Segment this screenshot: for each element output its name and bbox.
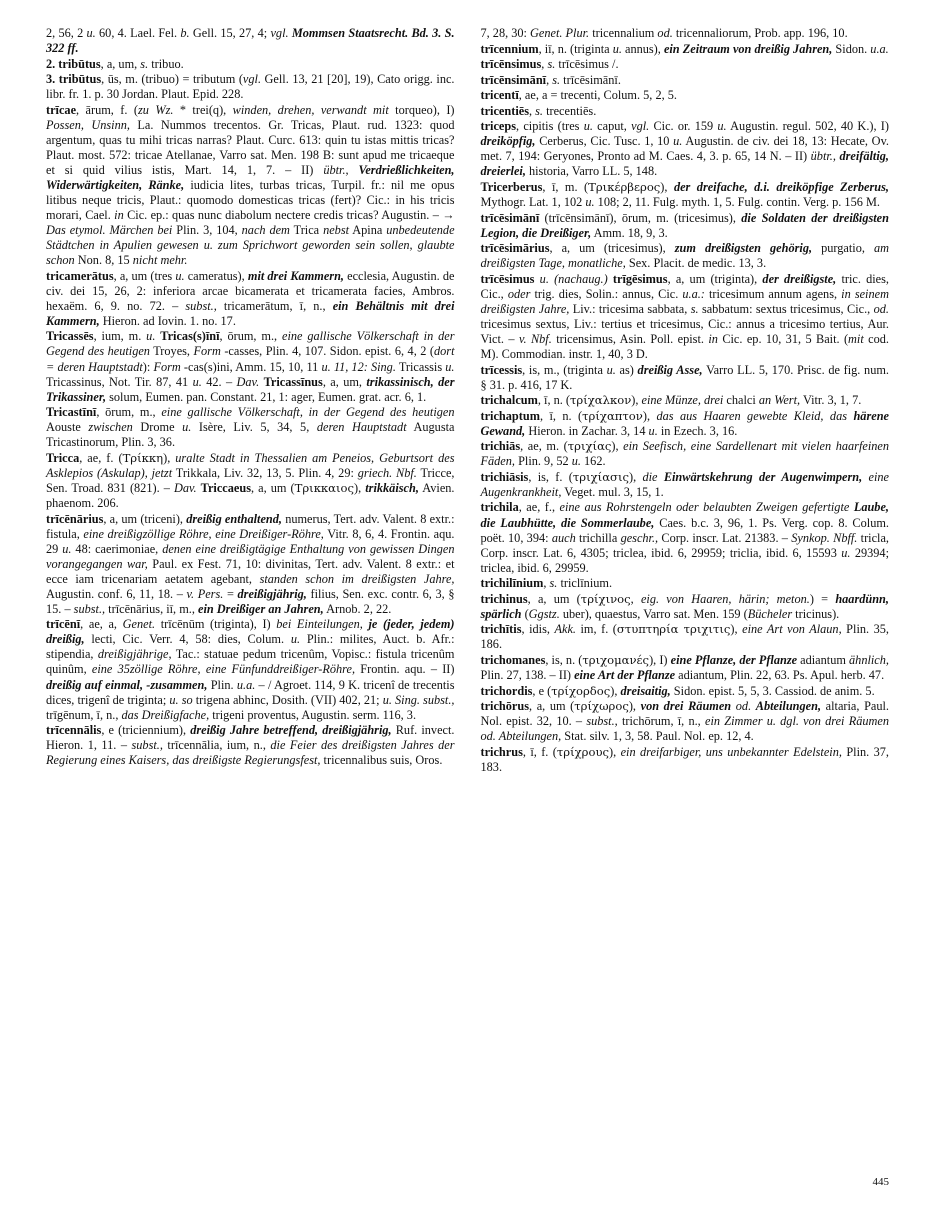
- dictionary-entry: Tricassēs, ium, m. u. Tricas(s)īnī, ōrum, m., eine gallische Völkerschaft in der Gegend des heutigen Troyes, Form -casses, Plin. 4, 107. Sidon. epist. 6, 4, 2 (dort = deren Hauptstadt): Form -cas(s)ini, Amm. 15, 10, 11 u. 11, 12: Sing. Tricassis u. Tricassinus, Not. Tir. 87, 41 u. 42. – Dav. Tricassīnus, a, um, trikassinisch, der Trikassiner, solum, Eumen. pan. Constant. 21, 1: ager, Eumen. grat. acr. 6, 1.: [46, 329, 455, 404]
- dictionary-entry: trichaptum, ī, n. (τρίχαπτον), das aus Haaren gewebte Kleid, das härene Gewand, Hieron. in Zachar. 3, 14 u. in Ezech. 3, 16.: [480, 408, 889, 438]
- dictionary-entry: trichordis, e (τρίχορδος), dreisaitig, Sidon. epist. 5, 5, 3. Cassiod. de anim. 5.: [480, 683, 875, 698]
- dictionary-entry: 2, 56, 2 u. 60, 4. Lael. Fel. b. Gell. 15, 27, 4; vgl. Mommsen Staatsrecht. Bd. 3. S. 322 ff.: [46, 26, 455, 56]
- text-column-right: [481, 26, 890, 1146]
- dictionary-entry: Tricastīnī, ōrum, m., eine gallische Völkerschaft, in der Gegend des heutigen Aouste zwischen Drome u. Isère, Liv. 5, 34, 5, deren Hauptstadt Augusta Tricastinorum, Plin. 3, 36.: [46, 405, 455, 450]
- dictionary-entry: trichītis, idis, Akk. im, f. (στυπτηρία τριχιτις), eine Art von Alaun, Plin. 35, 186.: [480, 622, 889, 652]
- dictionary-entry: trichiās, ae, m. (τριχίας), ein Seefisch, eine Sardellenart mit vielen haarfeinen Fäden, Plin. 9, 52 u. 162.: [480, 439, 889, 469]
- dictionary-entry: trīcēsimārius, a, um (tricesimus), zum dreißigsten gehörig, purgatio, am dreißigsten Tage, monatliche, Sex. Placit. de medic. 13, 3.: [480, 241, 889, 271]
- dictionary-entry: tricentiēs, s. trecentiēs.: [480, 103, 597, 118]
- two-column-layout: [46, 26, 889, 1146]
- dictionary-entry: trīcēnī, ae, a, Genet. trīcēnūm (triginta), I) bei Einteilungen, je (jeder, jedem) dreißig, lecti, Cic. Verr. 4, 58: dies, Colum. u. Plin.: milites, Auct. b. Afr.: stipendia, dreißigjährige, Tac.: statuae pedum tricenûm, Vopisc.: fistula tricenûm quinûm, eine 35zöllige Röhre, eine Fünfunddreißiger-Röhre, Frontin. aqu. – II) dreißig auf einmal, -zusammen, Plin. u.a. – / Agroet. 114, 9 K. tricenî de trecentis dices, trigenî de triginta; u. so trigena abhinc, Dosith. (VII) 402, 21; u. Sing. subst., trīgēnum, ī, n., das Dreißigfache, trigeni proventus, Augustin. serm. 116, 3.: [46, 617, 455, 722]
- dictionary-entry: 7, 28, 30: Genet. Plur. tricennalium od. tricennaliorum, Prob. app. 196, 10.: [480, 26, 848, 40]
- dictionary-entry: trīcēnārius, a, um (triceni), dreißig enthaltend, numerus, Tert. adv. Valent. 8 extr.: fistula, eine dreißigzöllige Röhre, eine Dreißiger-Röhre, Vitr. 8, 6, 4. Frontin. aqu. 29 u. 48: caerimoniae, denen eine dreißigtägige Enthaltung von gewissen Dingen vorangegangen war, Paul. ex Fest. 71, 10: divinitas, Tert. adv. Valent. 8 extr.: et ecce iam tricenariam aetatem agebant, standen schon im dreißigsten Jahre, Augustin. conf. 6, 11, 18. – v. Pers. = dreißigjährig, filius, Sen. exc. contr. 6, 3, § 15. – subst., trīcēnārius, iī, m., ein Dreißiger an Jahren, Arnob. 2, 22.: [46, 511, 455, 616]
- dictionary-entry: trīcēnsimus, s. trīcēsimus /.: [480, 57, 619, 72]
- dictionary-entry: trīcae, ārum, f. (zu Wz. * trei(q), winden, drehen, verwandt mit torqueo), I) Possen, Unsinn, La. Nummos trecentos. Gr. Tricas, Plaut. rud. 1323: quod argentum, quas tu mihi tricas narras? Plaut. Curc. 613: quin tu istas mittis tricas? Plaut. most. 572: tricae Atellanae, Varro sat. Men. 198 B: sunt apud me tricaeque et si quid vilius istis, Mart. 14, 1, 7. – II) übtr., Verdrießlichkeiten, Widerwärtigkeiten, Ränke, iudicia lites, turbas tricas, Turpil. fr.: nil me opus litibus neque tricis, Plaut.: quomodo domesticas tricas (fert)? Cic.: in his tricis morari, Cael. in Cic. ep.: quas nunc diabolum nectere credis tricas? Augustin. – → Das etymol. Märchen bei Plin. 3, 104, nach dem Trica nebst Apina unbedeutende Städtchen in Apulien gewesen u. zum Sprichwort geworden sein sollen, glaubte schon Non. 8, 15 nicht mehr.: [46, 102, 455, 268]
- dictionary-entry: Tricerberus, ī, m. (Τρικέρβερος), der dreifache, d.i. dreiköpfige Zerberus, Mythogr. Lat. 1, 102 u. 108; 2, 11. Fulg. myth. 1, 5. Fulg. contin. Verg. p. 156 M.: [480, 179, 889, 210]
- dictionary-entry: 2. tribūtus, a, um, s. tribuo.: [46, 56, 184, 71]
- dictionary-entry: trīcēsimus u. (nachaug.) trīgēsimus, a, um (triginta), der dreißigste, tric. dies, Cic., oder trig. dies, Solin.: annus, Cic. u.a.: tricesimum annum agens, in seinem dreißigsten Jahre, Liv.: tricesima sabbata, s. sabbatum: sextus tricesimus, Cic., od. tricesimus sextus, Liv.: tertius et tricesimus, Cic.: annus a tricesimo tertius, Aur. Vict. – v. Nbf. tricensimus, Asin. Poll. epist. in Cic. ep. 10, 31, 5 Bait. (mit cod. M). Commodian. instr. 1, 40, 3 D.: [480, 271, 889, 361]
- dictionary-entry: trīcēsimānī (trīcēnsimānī), ōrum, m. (tricesimus), die Soldaten der dreißigsten Legion, die Dreißiger, Amm. 18, 9, 3.: [480, 210, 889, 240]
- dictionary-entry: trīcennālis, e (triciennium), dreißig Jahre betreffend, dreißigjährig, Ruf. invect. Hieron. 1, 11. – subst., trīcennālia, ium, n., die Feier des dreißigsten Jahres der Regierung eines Kaisers, das dreißigste Regierungsfest, tricennalibus suis, Oros.: [46, 723, 455, 768]
- dictionary-entry: tricentī, ae, a = trecenti, Colum. 5, 2, 5.: [480, 88, 677, 103]
- dictionary-entry: trīcēnsimānī, s. trīcēsimānī.: [480, 72, 621, 87]
- dictionary-entry: trichrus, ī, f. (τρίχρους), ein dreifarbiger, uns unbekannter Edelstein, Plin. 37, 183.: [480, 744, 889, 774]
- dictionary-entry: triceps, cipitis (tres u. caput, vgl. Cic. or. 159 u. Augustin. regul. 502, 40 K.), I) dreiköpfig, Cerberus, Cic. Tusc. 1, 10 u. Augustin. de civ. dei 18, 13: Hecate, Ov. met. 7, 194: Geryones, Pronto ad M. Caes. 4, 3. p. 65, 14 N. – II) übtr., dreifältig, dreierlei, historia, Varro LL. 5, 148.: [480, 119, 889, 179]
- dictionary-entry: trichomanes, is, n. (τριχομανές), I) eine Pflanze, der Pflanze adiantum ähnlich, Plin. 27, 138. – II) eine Art der Pflanze adiantum, Plin. 22, 63. Ps. Apul. herb. 47.: [480, 652, 889, 682]
- dictionary-entry: Tricca, ae, f. (Τρίκκη), uralte Stadt in Thessalien am Peneios, Geburtsort des Asklepios (Askulap), jetzt Trikkala, Liv. 32, 13, 5. Plin. 4, 29: griech. Nbf. Tricce, Sen. Troad. 831 (821). – Dav. Triccaeus, a, um (Τρικκαιος), trikkäisch, Avien. phaenom. 206.: [46, 450, 455, 510]
- dictionary-entry: 3. tribūtus, ūs, m. (tribuo) = tributum (vgl. Gell. 13, 21 [20], 19), Cato origg. inc. libr. fr. 1. p. 30 Jordan. Plaut. Epid. 228.: [46, 72, 455, 102]
- text-column-left: [46, 26, 455, 1146]
- dictionary-entry: trichiāsis, is, f. (τριχίασις), die Einwärtskehrung der Augenwimpern, eine Augenkrankheit, Veget. mul. 3, 15, 1.: [480, 469, 889, 499]
- dictionary-entry: trichinus, a, um (τρίχινος, eig. von Haaren, härin; meton.) = haardünn, spärlich (Ggstz. uber), quaestus, Varro sat. Men. 159 (Bücheler tricinus).: [480, 591, 889, 621]
- dictionary-entry: tricamerātus, a, um (tres u. cameratus), mit drei Kammern, ecclesia, Augustin. de civ. dei 15, 26, 2: inferiora arcae bicamerata et tricamerata facies, Ambros. hexaëm. 6, 9. no. 72. – subst., tricamerātum, ī, n., ein Behältnis mit drei Kammern, Hieron. ad Iovin. 1. no. 17.: [46, 268, 455, 328]
- dictionary-entry: trichilīnium, s. triclīnium.: [480, 576, 613, 591]
- dictionary-entry: trīcessis, is, m., (triginta u. as) dreißig Asse, Varro LL. 5, 170. Prisc. de fig. num. § 31. p. 416, 17 K.: [480, 362, 889, 392]
- dictionary-entry: trichōrus, a, um (τρίχωρος), von drei Räumen od. Abteilungen, altaria, Paul. Nol. epist. 32, 10. – subst., trichōrum, ī, n., ein Zimmer u. dgl. von drei Räumen od. Abteilungen, Stat. silv. 1, 3, 58. Paul. Nol. ep. 12, 4.: [480, 699, 890, 744]
- page-number: 445: [872, 1176, 889, 1188]
- dictionary-entry: trīcennium, iī, n. (triginta u. annus), ein Zeitraum von dreißig Jahren, Sidon. u.a.: [480, 41, 889, 56]
- dictionary-entry: trichila, ae, f., eine aus Rohrstengeln oder belaubten Zweigen gefertigte Laube, die Laubhütte, die Sommerlaube, Caes. b.c. 3, 96, 1. Ps. Verg. cop. 8. Colum. poët. 10, 394: auch trichilla geschr., Corp. inscr. Lat. 21383. – Synkop. Nbff. tricla, Corp. inscr. Lat. 6, 4305; triclea, ibid. 6, 29959; triclia, ibid. 6, 15593 u. 29394; triclea, ibid. 6, 29959.: [480, 500, 890, 575]
- dictionary-entry: trichalcum, ī, n. (τρίχαλκον), eine Münze, drei chalci an Wert, Vitr. 3, 1, 7.: [480, 393, 862, 408]
